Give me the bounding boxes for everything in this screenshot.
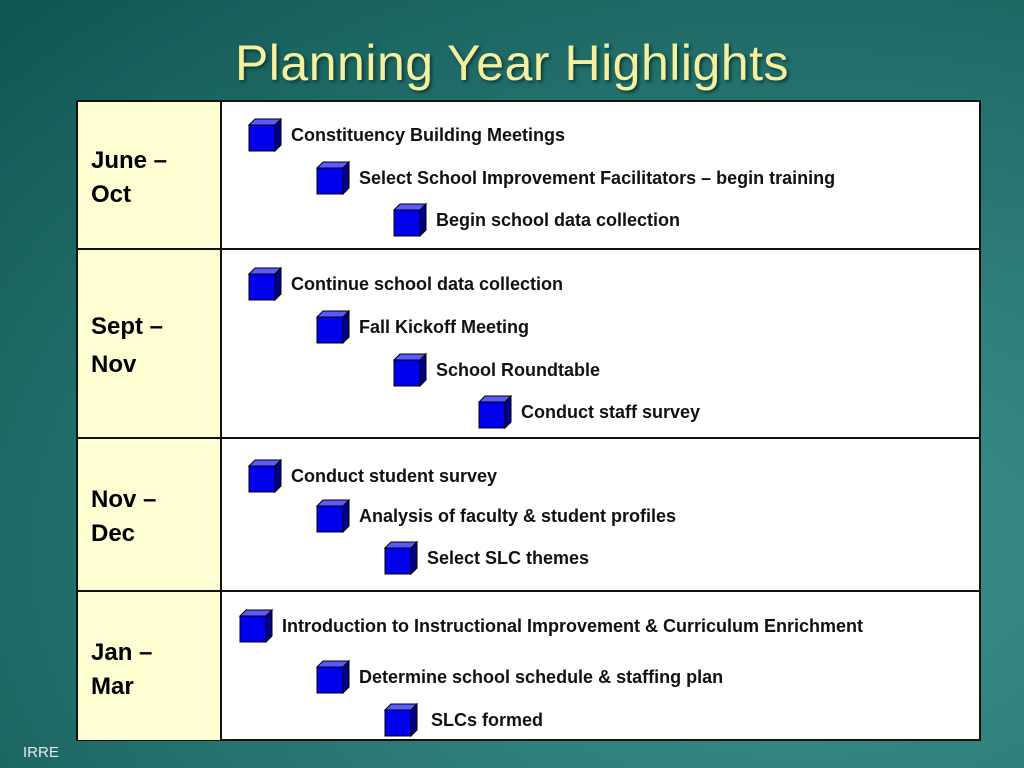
list-item <box>316 660 723 694</box>
item-text: Introduction to Instructional Improvement & Curriculum Enrichment <box>282 615 864 636</box>
period-label: Sept – Nov <box>78 250 222 437</box>
item-text: Fall Kickoff Meeting <box>359 316 530 337</box>
timeline-row <box>78 590 979 740</box>
item-text: Determine school schedule & staffing plan <box>359 666 724 687</box>
item-text: School Roundtable <box>436 359 600 380</box>
list-item <box>316 310 529 344</box>
timeline-table <box>76 100 981 741</box>
timeline-row <box>78 437 979 590</box>
list-item <box>478 395 700 429</box>
item-text: SLCs formed <box>431 709 544 730</box>
list-item <box>316 499 676 533</box>
item-text: Select School Improvement Facilitators – begin training <box>359 167 836 188</box>
item-text: Begin school data collection <box>436 209 681 230</box>
item-text: Analysis of faculty & student profiles <box>359 505 677 526</box>
cube-bullet-icon <box>478 395 512 429</box>
list-item <box>248 459 497 493</box>
period-label: Jan – Mar <box>78 592 222 740</box>
slide-title: Planning Year Highlights <box>234 35 790 91</box>
cube-bullet-icon <box>393 353 427 387</box>
cube-bullet-icon <box>316 660 350 694</box>
list-item <box>248 267 563 301</box>
cube-bullet-icon <box>316 499 350 533</box>
item-text: Constituency Building Meetings <box>291 124 566 145</box>
item-text: Select SLC themes <box>427 547 590 568</box>
period-label: June – Oct <box>78 102 222 248</box>
period-label: Nov – Dec <box>78 439 222 590</box>
cube-bullet-icon <box>239 609 273 643</box>
cube-bullet-icon <box>248 267 282 301</box>
list-item <box>384 541 589 575</box>
item-text: Conduct student survey <box>291 465 498 486</box>
list-item <box>384 703 543 737</box>
list-item <box>316 161 835 195</box>
list-item <box>393 203 680 237</box>
footer-org-label: IRRE <box>23 744 59 761</box>
cube-bullet-icon <box>316 310 350 344</box>
item-text: Continue school data collection <box>291 273 564 294</box>
cube-bullet-icon <box>393 203 427 237</box>
cube-bullet-icon <box>316 161 350 195</box>
cube-bullet-icon <box>384 703 418 737</box>
cube-bullet-icon <box>248 459 282 493</box>
cube-bullet-icon <box>248 118 282 152</box>
timeline-row <box>78 248 979 437</box>
timeline-row <box>78 102 979 248</box>
list-item <box>239 609 863 643</box>
item-text: Conduct staff survey <box>521 401 701 422</box>
cube-bullet-icon <box>384 541 418 575</box>
list-item <box>393 353 600 387</box>
list-item <box>248 118 565 152</box>
